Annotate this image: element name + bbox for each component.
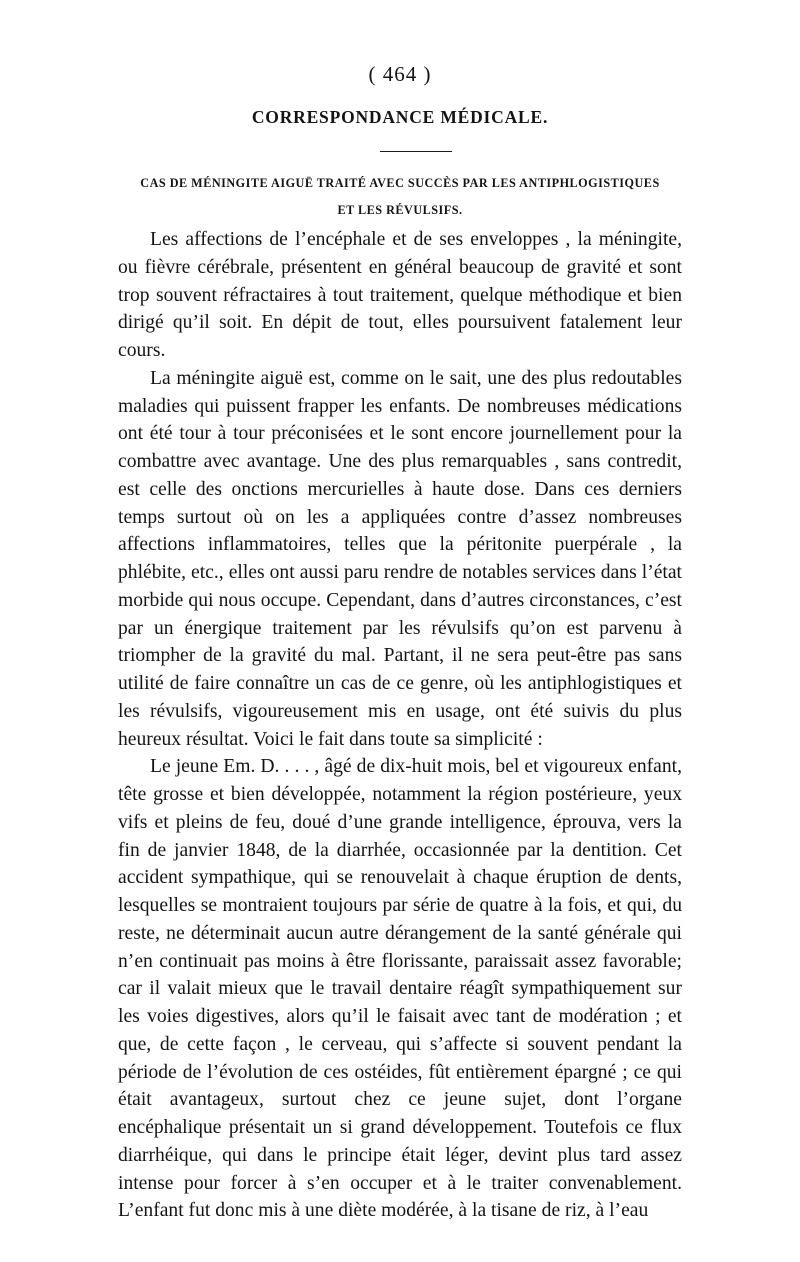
- paragraph: Les affections de l’encéphale et de ses enveloppes , la méningite, ou fièvre cérébrale, présentent en général beaucoup de gravité et sont trop souvent réfractaires à tout traitement, quelque méthodique et bien dirigé qu’il soit. En dépit de tout, elles poursuivent fatalement leur cours.: [118, 229, 682, 361]
- title-divider: [380, 151, 452, 152]
- section-title: CORRESPONDANCE MÉDICALE.: [251, 107, 549, 127]
- article-title-line-1: CAS DE MÉNINGITE AIGUË TRAITÉ AVEC SUCCÈS PAR LES ANTIPHLOGISTIQUES: [140, 176, 660, 190]
- article-title: [118, 170, 682, 224]
- article-title-line-2: ET LES RÉVULSIFS.: [337, 203, 463, 217]
- paragraph: Le jeune Em. D. . . . , âgé de dix-huit mois, bel et vigoureux enfant, tête grosse et bien développée, notamment la région postérieure, yeux vifs et pleins de feu, doué d’une grande intelligence, éprouva, vers la fin de janvier 1848, de la diarrhée, occasionnée par la dentition. Cet accident sympathique, qui se renouvelait à chaque éruption de dents, lesquelles se montraient toujours par série de quatre à la fois, et qui, du reste, ne déterminait aucun autre dérangement de la santé générale qui n’en continuait pas moins à être florissante, paraissait assez favorable; car il valait mieux que le travail dentaire réagît sympathiquement sur les voies digestives, alors qu’il le faisait avec tant de modération ; et que, de cette façon , le cerveau, qui s’affecte si souvent pendant la période de l’évolution de ces ostéides, fût entièrement épargné ; ce qui était avantageux, surtout chez ce jeune sujet, dont l’organe encéphalique présentait un si grand développement. Toutefois ce flux diarrhéique, qui dans le principe était léger, devint plus tard assez intense pour forcer à s’en occuper et à le traiter convenablement. L’enfant fut donc mis à une diète modérée, à la tisane de riz, à l’eau: [118, 756, 682, 1222]
- article-body: [118, 226, 682, 1225]
- page-number: ( 464 ): [368, 62, 432, 86]
- document-page: [118, 0, 682, 1262]
- paragraph: La méningite aiguë est, comme on le sait, une des plus redoutables maladies qui puissent frapper les enfants. De nombreuses médications ont été tour à tour préconisées et le sont encore journellement pour la combattre avec avantage. Une des plus remarquables , sans contredit, est celle des onctions mercurielles à haute dose. Dans ces derniers temps surtout où on les a appliquées contre d’assez nombreuses affections inflammatoires, telles que la péritonite puerpérale , la phlébite, etc., elles ont aussi paru rendre de notables services dans l’état morbide qui nous occupe. Cependant, dans d’autres circonstances, c’est par un énergique traitement par les révulsifs qu’on est parvenu à triompher de la gravité du mal. Partant, il ne sera peut-être pas sans utilité de faire connaître un cas de ce genre, où les antiphlogistiques et les révulsifs, vigoureusement mis en usage, ont été suivis du plus heureux résultat. Voici le fait dans toute sa simplicité :: [118, 367, 682, 750]
